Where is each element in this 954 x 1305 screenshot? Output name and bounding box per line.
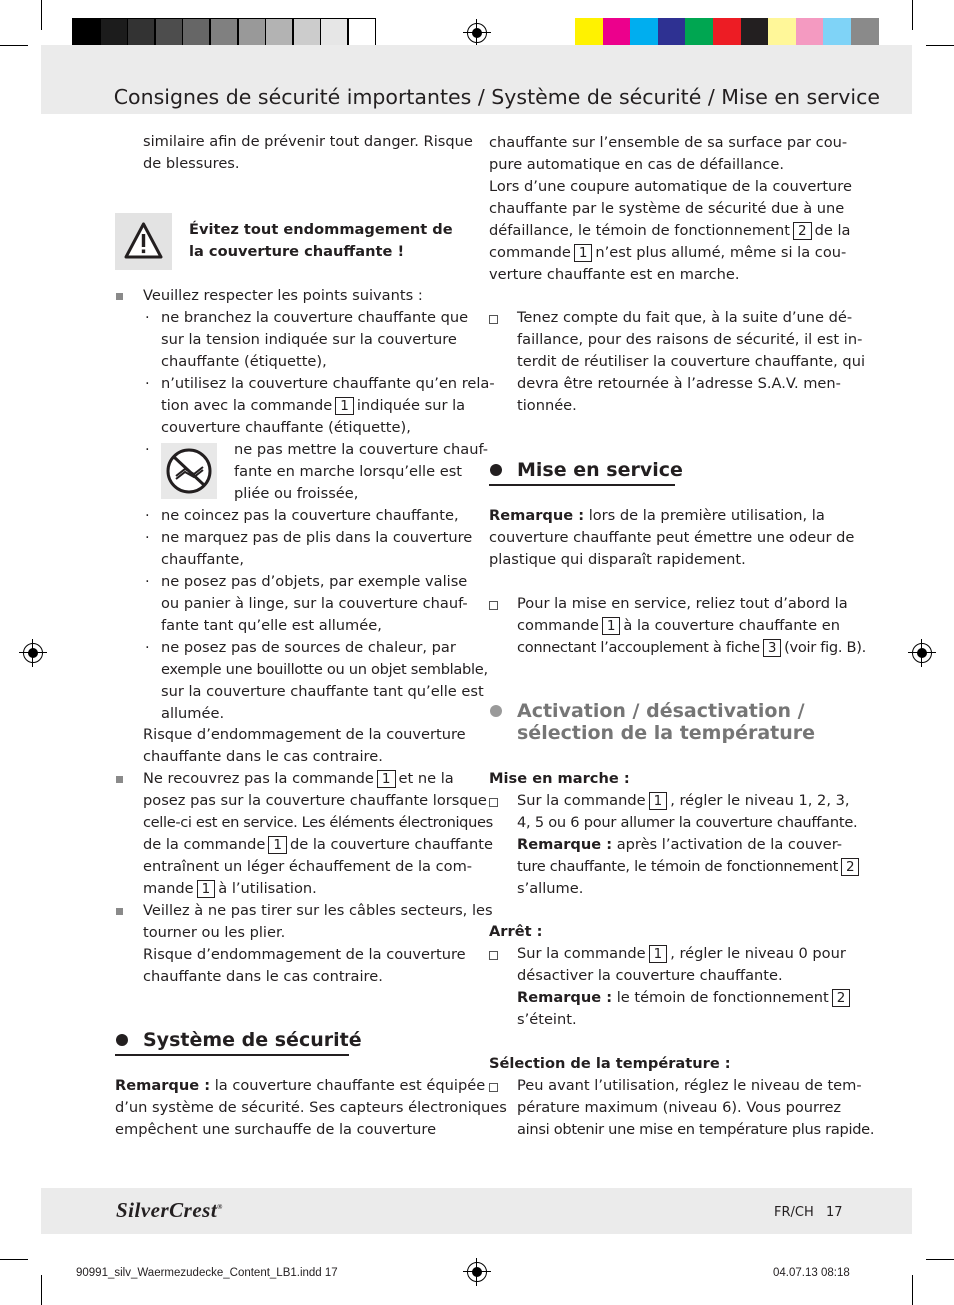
list-item: ne coincez pas la couverture chauffante, — [161, 507, 459, 524]
gray-swatch — [238, 18, 266, 46]
color-swatch — [658, 18, 686, 46]
color-swatch — [851, 18, 879, 46]
list-item: posez pas sur la couverture chauffante lorsque — [143, 792, 487, 809]
color-swatch — [685, 18, 713, 46]
note-text: Remarque : lors de la première utilisation, la — [489, 507, 825, 524]
list-item: Pour la mise en service, reliez tout d’abord la — [517, 595, 848, 612]
list-item: Sur la commande 1 , régler le niveau 0 pour — [517, 945, 846, 962]
page-number: 17 — [826, 1205, 843, 1220]
bullet-square — [116, 293, 123, 300]
gray-swatch — [348, 18, 376, 46]
list-item: ainsi obtenir une mise en température plus rapide. — [517, 1121, 875, 1138]
body-text: commande 1 n’est plus allumé, même si la cou- — [489, 244, 847, 261]
list-item: sur la tension indiquée sur la couverture — [161, 331, 457, 348]
gray-swatch — [320, 18, 348, 46]
heading-underline — [489, 484, 675, 486]
list-item: commande 1 à la couverture chauffante en — [517, 617, 841, 634]
checkbox-bullet — [489, 951, 498, 960]
file-slug: 90991_silv_Waermezudecke_Content_LB1.indd 17 — [76, 1267, 338, 1279]
date-slug: 04.07.13 08:18 — [773, 1267, 850, 1279]
color-swatch — [603, 18, 631, 46]
list-item: devra être retournée à l’adresse S.A.V. men- — [517, 375, 841, 392]
list-item: terdit de réutiliser la couverture chauffante, qui — [517, 353, 865, 370]
list-item: Remarque : le témoin de fonctionnement 2 — [517, 987, 853, 1009]
heading-bullet — [490, 705, 502, 717]
body-text: verture chauffante est en marche. — [489, 266, 740, 283]
registration-mark-left — [23, 643, 43, 663]
list-item: fante tant qu’elle est allumée, — [161, 617, 382, 634]
list-item: sur la couverture chauffante tant qu’elle est — [161, 683, 484, 700]
section-heading-activation: sélection de la température — [517, 722, 816, 744]
ref-number: 2 — [841, 858, 859, 876]
color-swatch — [796, 18, 824, 46]
list-item: n’utilisez la couverture chauffante qu’en rela- — [161, 375, 495, 392]
gray-swatch — [182, 18, 210, 46]
sub-bullet: · — [145, 309, 150, 326]
ref-number: 2 — [793, 222, 812, 240]
body-text: pure automatique en cas de défaillance. — [489, 156, 784, 173]
list-item: ne marquez pas de plis dans la couverture — [161, 529, 473, 546]
gray-swatch — [100, 18, 128, 46]
list-item: celle-ci est en service. Les éléments électroniques — [143, 814, 493, 831]
section-heading-mise-en-service: Mise en service — [517, 459, 683, 481]
list-item: Risque d’endommagement de la couverture — [143, 946, 466, 963]
color-swatch — [630, 18, 658, 46]
list-item: s’éteint. — [517, 1011, 577, 1028]
ref-number: 1 — [268, 836, 287, 854]
registration-mark-right — [912, 643, 932, 663]
list-item: Veuillez respecter les points suivants : — [143, 287, 423, 304]
ref-number: 1 — [574, 244, 593, 262]
ref-number: 1 — [377, 770, 396, 788]
list-item: exemple une bouillotte ou un objet semblable, — [161, 661, 488, 678]
gray-swatch — [293, 18, 321, 46]
gray-swatch — [127, 18, 155, 46]
ref-number: 3 — [763, 639, 781, 657]
list-item: Peu avant l’utilisation, réglez le niveau de tem- — [517, 1077, 862, 1094]
list-item: chauffante (étiquette), — [161, 353, 327, 370]
intro-text: de blessures. — [143, 155, 240, 172]
list-item: ou panier à linge, sur la couverture chauf- — [161, 595, 468, 612]
list-item: pliée ou froissée, — [234, 485, 359, 502]
list-item: allumée. — [161, 705, 225, 722]
body-text: Lors d’une coupure automatique de la couverture — [489, 178, 852, 195]
ref-number: 2 — [832, 989, 851, 1007]
color-swatch — [713, 18, 741, 46]
gray-swatch — [72, 18, 100, 46]
sub-bullet: · — [145, 507, 150, 524]
ref-number: 1 — [602, 617, 621, 635]
risk-text: Risque d’endommagement de la couverture — [143, 726, 466, 743]
note-text: Remarque : la couverture chauffante est équipée — [115, 1077, 486, 1094]
registration-mark-top — [467, 23, 487, 43]
gray-swatch — [265, 18, 293, 46]
page-title: Consignes de sécurité importantes / Système de sécurité / Mise en service — [113, 85, 880, 109]
footer-language: FR/CH — [774, 1205, 814, 1220]
list-item: de la commande 1 de la couverture chauffante — [143, 836, 493, 853]
list-item: ture chauffante, le témoin de fonctionnement 2 — [517, 856, 862, 878]
list-item: connectant l’accouplement à fiche 3 (voir fig. B). — [517, 639, 866, 656]
list-item: fante en marche lorsqu’elle est — [234, 463, 463, 480]
list-item: tourner ou les plier. — [143, 924, 286, 941]
gray-swatch — [210, 18, 238, 46]
checkbox-bullet — [489, 1083, 498, 1092]
color-swatch — [768, 18, 796, 46]
list-item: Tenez compte du fait que, à la suite d’une dé- — [517, 309, 853, 326]
list-item: chauffante, — [161, 551, 245, 568]
note-text: d’un système de sécurité. Ses capteurs électroniques — [115, 1099, 507, 1116]
list-item: mande 1 à l’utilisation. — [143, 880, 317, 897]
bullet-square — [116, 908, 123, 915]
checkbox-bullet — [489, 798, 498, 807]
ref-number: 1 — [649, 945, 668, 963]
body-text: chauffante par le système de sécurité due à une — [489, 200, 845, 217]
section-heading-security: Système de sécurité — [143, 1029, 362, 1051]
color-swatch — [741, 18, 769, 46]
subheading-on: Mise en marche : — [489, 770, 630, 787]
list-item: Remarque : après l’activation de la couver- — [517, 836, 843, 853]
list-item: Veillez à ne pas tirer sur les câbles secteurs, les — [143, 902, 493, 919]
note-text: couverture chauffante peut émettre une odeur de — [489, 529, 855, 546]
heading-bullet — [116, 1034, 128, 1046]
warning-icon — [115, 213, 172, 270]
list-item: ne posez pas de sources de chaleur, par — [161, 639, 456, 656]
list-item: pérature maximum (niveau 6). Vous pourrez — [517, 1099, 842, 1116]
intro-text: similaire afin de prévenir tout danger. Risque — [143, 133, 473, 150]
ref-number: 1 — [335, 397, 354, 415]
subheading-off: Arrêt : — [489, 923, 543, 940]
heading-underline — [115, 1054, 349, 1056]
list-item: faillance, pour des raisons de sécurité, il est in- — [517, 331, 863, 348]
risk-text: chauffante dans le cas contraire. — [143, 748, 383, 765]
list-item: 4, 5 ou 6 pour allumer la couverture chauffante. — [517, 814, 858, 831]
list-item: Ne recouvrez pas la commande 1 et ne la — [143, 770, 454, 787]
body-text: chauffante sur l’ensemble de sa surface par cou- — [489, 134, 848, 151]
sub-bullet: · — [145, 573, 150, 590]
bullet-square — [116, 776, 123, 783]
heading-bullet — [490, 464, 502, 476]
warning-text: la couverture chauffante ! — [189, 243, 405, 260]
subheading-temperature: Sélection de la température : — [489, 1055, 731, 1072]
list-item: ne branchez la couverture chauffante que — [161, 309, 469, 326]
sub-bullet: · — [145, 441, 150, 458]
section-heading-activation: Activation / désactivation / — [517, 700, 805, 722]
body-text: défaillance, le témoin de fonctionnement 2 de la — [489, 222, 851, 239]
registration-mark-bottom — [467, 1262, 487, 1282]
list-item: s’allume. — [517, 880, 584, 897]
checkbox-bullet — [489, 315, 498, 324]
list-item: ne pas mettre la couverture chauf- — [234, 441, 489, 458]
color-swatch — [575, 18, 603, 46]
brand-logo: SilverCrest® — [116, 1198, 223, 1222]
sub-bullet: · — [145, 375, 150, 392]
ref-number: 1 — [197, 880, 216, 898]
list-item: couverture chauffante (étiquette), — [161, 419, 411, 436]
list-item: Sur la commande 1 , régler le niveau 1, 2, 3, — [517, 792, 850, 809]
list-item: ne posez pas d’objets, par exemple valise — [161, 573, 468, 590]
list-item: entraînent un léger échauffement de la com- — [143, 858, 473, 875]
color-swatch — [823, 18, 851, 46]
note-text: empêchent une surchauffe de la couverture — [115, 1121, 437, 1138]
warning-text: Évitez tout endommagement de — [189, 221, 453, 238]
list-item: chauffante dans le cas contraire. — [143, 968, 383, 985]
note-text: plastique qui disparaît rapidement. — [489, 551, 746, 568]
sub-bullet: · — [145, 529, 150, 546]
gray-swatch — [155, 18, 183, 46]
checkbox-bullet — [489, 601, 498, 610]
list-item: tion avec la commande 1 indiquée sur la — [161, 397, 466, 414]
no-folding-icon — [161, 443, 217, 499]
list-item: tionnée. — [517, 397, 577, 414]
list-item: désactiver la couverture chauffante. — [517, 967, 783, 984]
ref-number: 1 — [649, 792, 668, 810]
sub-bullet: · — [145, 639, 150, 656]
